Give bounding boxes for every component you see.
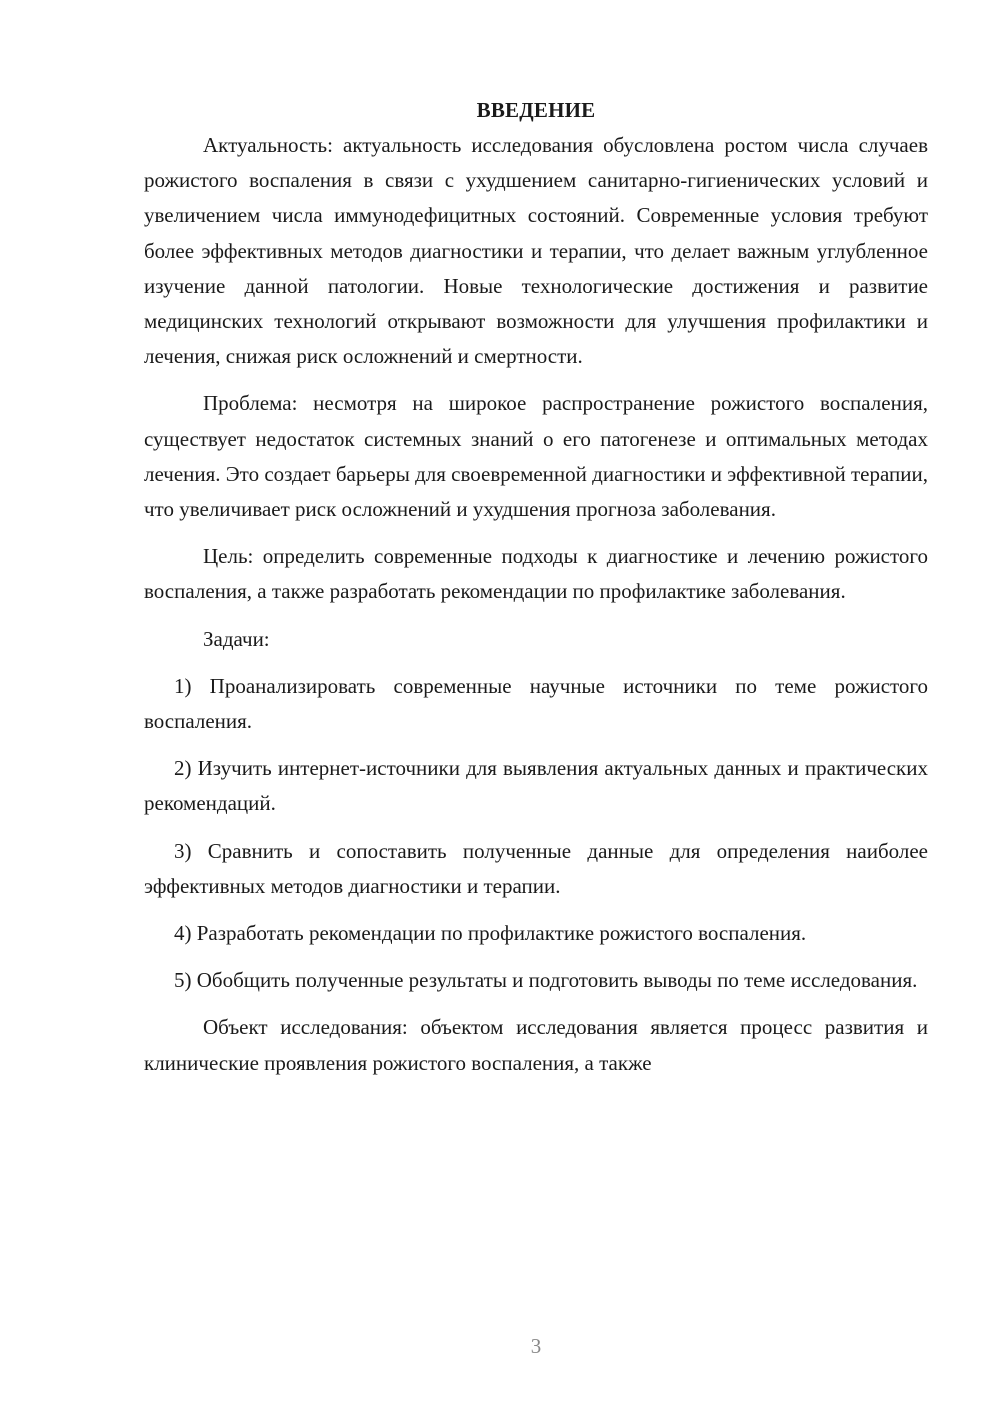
- page-number: 3: [530, 1334, 542, 1358]
- task-item-4: 4) Разработать рекомендации по профилактике рожистого воспаления.: [174, 921, 807, 946]
- paragraph-problem: Проблема: несмотря на широкое распространение рожистого воспаления, существует недостаток системных знаний о его патогенезе и оптимальных методах лечения. Это создает барьеры для своевременной диагностики и эффективной терапии, что увеличивает риск осложнений и ухудшения прогноза заболевания.: [144, 391, 928, 522]
- task-item-2: 2) Изучить интернет-источники для выявления актуальных данных и практических рекомендаций.: [144, 756, 928, 816]
- tasks-heading: Задачи:: [203, 626, 270, 651]
- task-item-5: 5) Обобщить полученные результаты и подготовить выводы по теме исследования.: [174, 968, 918, 993]
- task-item-1: 1) Проанализировать современные научные источники по теме рожистого воспаления.: [144, 673, 928, 734]
- section-title: ВВЕДЕНИЕ: [476, 98, 596, 122]
- document-page: [144, 92, 928, 1093]
- task-item-3: 3) Сравнить и сопоставить полученные данные для определения наиболее эффективных методов диагностики и терапии.: [144, 838, 928, 898]
- paragraph-object: Объект исследования: объектом исследования является процесс развития и клинические проявления рожистого воспаления, а также: [144, 1015, 928, 1075]
- paragraph-goal: Цель: определить современные подходы к диагностике и лечению рожистого воспаления, а также разработать рекомендации по профилактике заболевания.: [144, 544, 928, 604]
- paragraph-relevance: Актуальность: актуальность исследования обусловлена ростом числа случаев рожистого воспаления в связи с ухудшением санитарно-гигиенических условий и увеличением числа иммунодефицитных состояний. Современные условия требуют более эффективных методов диагностики и терапии, что делает важным углубленное изучение данной патологии. Новые технологические достижения и развитие медицинских технологий открывают возможности для улучшения профилактики и лечения, снижая риск осложнений и смертности.: [144, 133, 928, 369]
